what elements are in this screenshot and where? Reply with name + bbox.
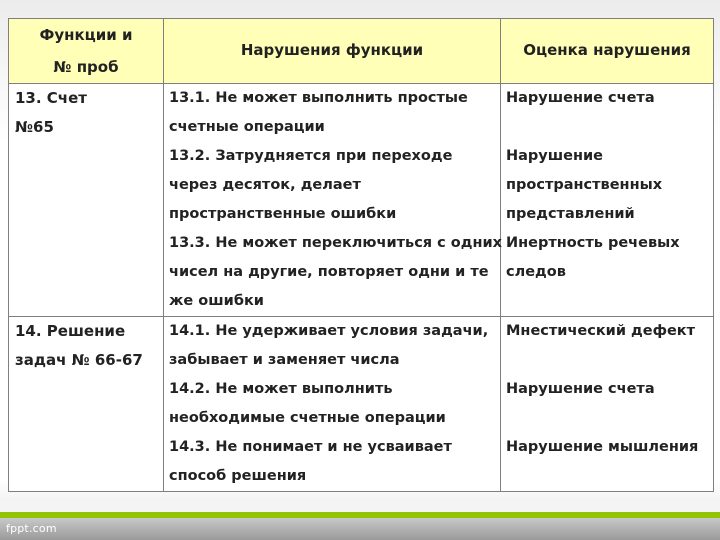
- footer-band: [0, 512, 720, 540]
- table-row: [9, 317, 714, 492]
- violations-cell: [164, 317, 501, 492]
- violation-line: 13.1. Не может выполнить простые: [169, 90, 468, 106]
- violation-line: пространственные ошибки: [169, 206, 397, 222]
- violation-line: чисел на другие, повторяет одни и те: [169, 264, 489, 280]
- header-violations-label: Нарушения функции: [240, 41, 424, 59]
- violation-line: забывает и заменяет числа: [169, 352, 400, 368]
- assessment-spacer: [501, 287, 713, 316]
- assessment-spacer: [501, 462, 713, 491]
- assessment-spacer: [501, 113, 713, 142]
- assessment-cell: [501, 317, 714, 492]
- header-functions-line2: № проб: [53, 58, 119, 76]
- assessment-line: Нарушение мышления: [506, 439, 699, 455]
- assessment-line: пространственных: [506, 177, 663, 193]
- assessment-spacer: [501, 404, 713, 433]
- function-test-number: задач № 66-67: [15, 351, 143, 369]
- footer-watermark: fppt.com: [6, 522, 57, 535]
- assessment-line: Нарушение счета: [506, 90, 655, 106]
- violation-line: же ошибки: [169, 293, 264, 309]
- header-assessment: [501, 19, 714, 84]
- header-functions: [9, 19, 164, 84]
- violation-line: 13.2. Затрудняется при переходе: [169, 148, 453, 164]
- function-title: 13. Счет: [15, 89, 87, 107]
- violation-line: необходимые счетные операции: [169, 410, 446, 426]
- assessment-line: Нарушение: [506, 148, 603, 164]
- assessment-line: следов: [506, 264, 566, 280]
- header-functions-line1: Функции и: [39, 26, 133, 44]
- table-row: [9, 84, 714, 317]
- functions-table: [8, 18, 714, 492]
- assessment-line: Мнестический дефект: [506, 323, 696, 339]
- violation-line: счетные операции: [169, 119, 325, 135]
- header-violations: [164, 19, 501, 84]
- violation-line: через десяток, делает: [169, 177, 361, 193]
- violations-cell: [164, 84, 501, 317]
- function-title: 14. Решение: [15, 322, 126, 340]
- assessment-line: представлений: [506, 206, 635, 222]
- assessment-spacer: [501, 346, 713, 375]
- assessment-cell: [501, 84, 714, 317]
- header-assessment-label: Оценка нарушения: [523, 41, 691, 59]
- violation-line: 13.3. Не может переключиться с одних: [169, 235, 502, 251]
- assessment-line: Нарушение счета: [506, 381, 655, 397]
- assessment-line: Инертность речевых: [506, 235, 680, 251]
- violation-line: 14.1. Не удерживает условия задачи,: [169, 323, 489, 339]
- violation-line: способ решения: [169, 468, 307, 484]
- violation-line: 14.3. Не понимает и не усваивает: [169, 439, 452, 455]
- function-cell: [9, 84, 164, 317]
- function-test-number: №65: [15, 118, 54, 136]
- function-cell: [9, 317, 164, 492]
- violation-line: 14.2. Не может выполнить: [169, 381, 393, 397]
